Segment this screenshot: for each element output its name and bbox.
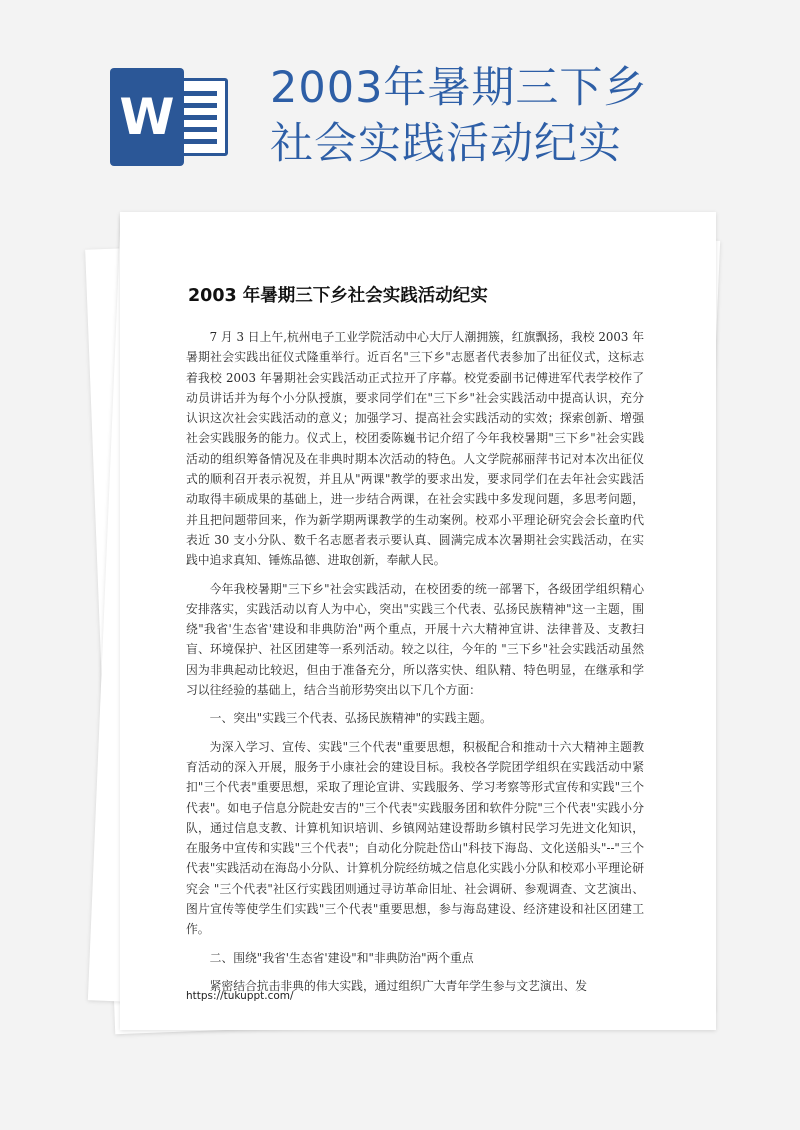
footer-url: https://tukuppt.com/ bbox=[186, 990, 294, 1002]
document-page bbox=[120, 212, 716, 1030]
paragraph: 紧密结合抗击非典的伟大实践，通过组织广大青年学生参与文艺演出、发 bbox=[209, 978, 588, 993]
word-logo-letter: W bbox=[110, 68, 184, 166]
document-title: 2003 年暑期三下乡社会实践活动纪实 bbox=[188, 286, 488, 306]
page-title-line-1: 2003年暑期三下乡 bbox=[270, 63, 648, 113]
page-title-line-2: 社会实践活动纪实 bbox=[270, 119, 622, 169]
page-title bbox=[270, 60, 770, 172]
section-heading: 二、围绕"我省'生态省'建设"和"非典防治"两个重点 bbox=[209, 950, 474, 965]
section-heading: 一、突出"实践三个代表、弘扬民族精神"的实践主题。 bbox=[209, 711, 492, 726]
paragraph: 今年我校暑期"三下乡"社会实践活动，在校团委的统一部署下，各级团学组织精心安排落实，实践活动以育人为中心，突出"实践三个代表、弘扬民族精神"这一主题，围绕"我省'生态省'建设和非典防治"两个重点，开展十六大精神宣讲、法律普及、支教扫盲、环境保护、社区团建等一系列活动。较之以往，今年的 "三下乡"社会实践活动虽然因为非典起动比较迟，但由于准备充分，所以落实快、组队精、特色明显，在继承和学习以往经验的基础上，结合当前形势突出以下几个方面： bbox=[186, 581, 644, 698]
word-document-icon bbox=[110, 68, 228, 166]
header-banner bbox=[0, 0, 800, 205]
document-body bbox=[186, 327, 644, 1004]
paragraph: 为深入学习、宣传、实践"三个代表"重要思想，积极配合和推动十六大精神主题教育活动的深入开展，服务于小康社会的建设目标。我校各学院团学组织在实践活动中紧扣"三个代表"重要思想，采取了理论宣讲、实践服务、学习考察等形式宣传和实践"三个代表"。如电子信息分院赴安吉的"三个代表"实践服务团和软件分院"三个代表"实践小分队，通过信息支教、计算机知识培训、乡镇网站建设帮助乡镇村民学习先进文化知识，在服务中宣传和实践"三个代表"；自动化分院赴岱山"科技下海岛、文化送船头"--"三个代表"实践活动在海岛小分队、计算机分院经纺城之信息化实践小分队和校邓小平理论研究会 "三个代表"社区行实践团则通过寻访革命旧址、社会调研、参观调查、文艺演出、图片宣传等使学生们实践"三个代表"重要思想，参与海岛建设、经济建设和社区团建工作。 bbox=[186, 739, 644, 937]
paragraph: 7 月 3 日上午,杭州电子工业学院活动中心大厅人潮拥簇，红旗飘扬，我校 2003 年暑期社会实践出征仪式隆重举行。近百名"三下乡"志愿者代表参加了出征仪式，这标志着我校 2003 年暑期社会实践活动正式拉开了序幕。校党委副书记傅进军代表学校作了动员讲话并为每个小分队授旗，要求同学们在"三下乡"社会实践活动中提高认识，充分认识这次社会实践活动的意义；加强学习、提高社会实践活动的实效；探索创新、增强社会实践服务的能力。仪式上，校团委陈巍书记介绍了今年我校暑期"三下乡"社会实践活动的组织筹备情况及在非典时期本次活动的特色。人文学院郝丽萍书记对本次出征仪式的顺利召开表示祝贺，并且从"两课"教学的要求出发，要求同学们在去年社会实践活动取得丰硕成果的基础上，进一步结合两课，在社会实践中多发现问题，多思考问题，并且把问题带回来，作为新学期两课教学的生动案例。校邓小平理论研究会会长童旳代表近 30 支小分队、数千名志愿者表示要认真、圆满完成本次暑期社会实践活动，在实践中追求真知、锤炼品德、进取创新，奉献人民。 bbox=[186, 330, 644, 568]
